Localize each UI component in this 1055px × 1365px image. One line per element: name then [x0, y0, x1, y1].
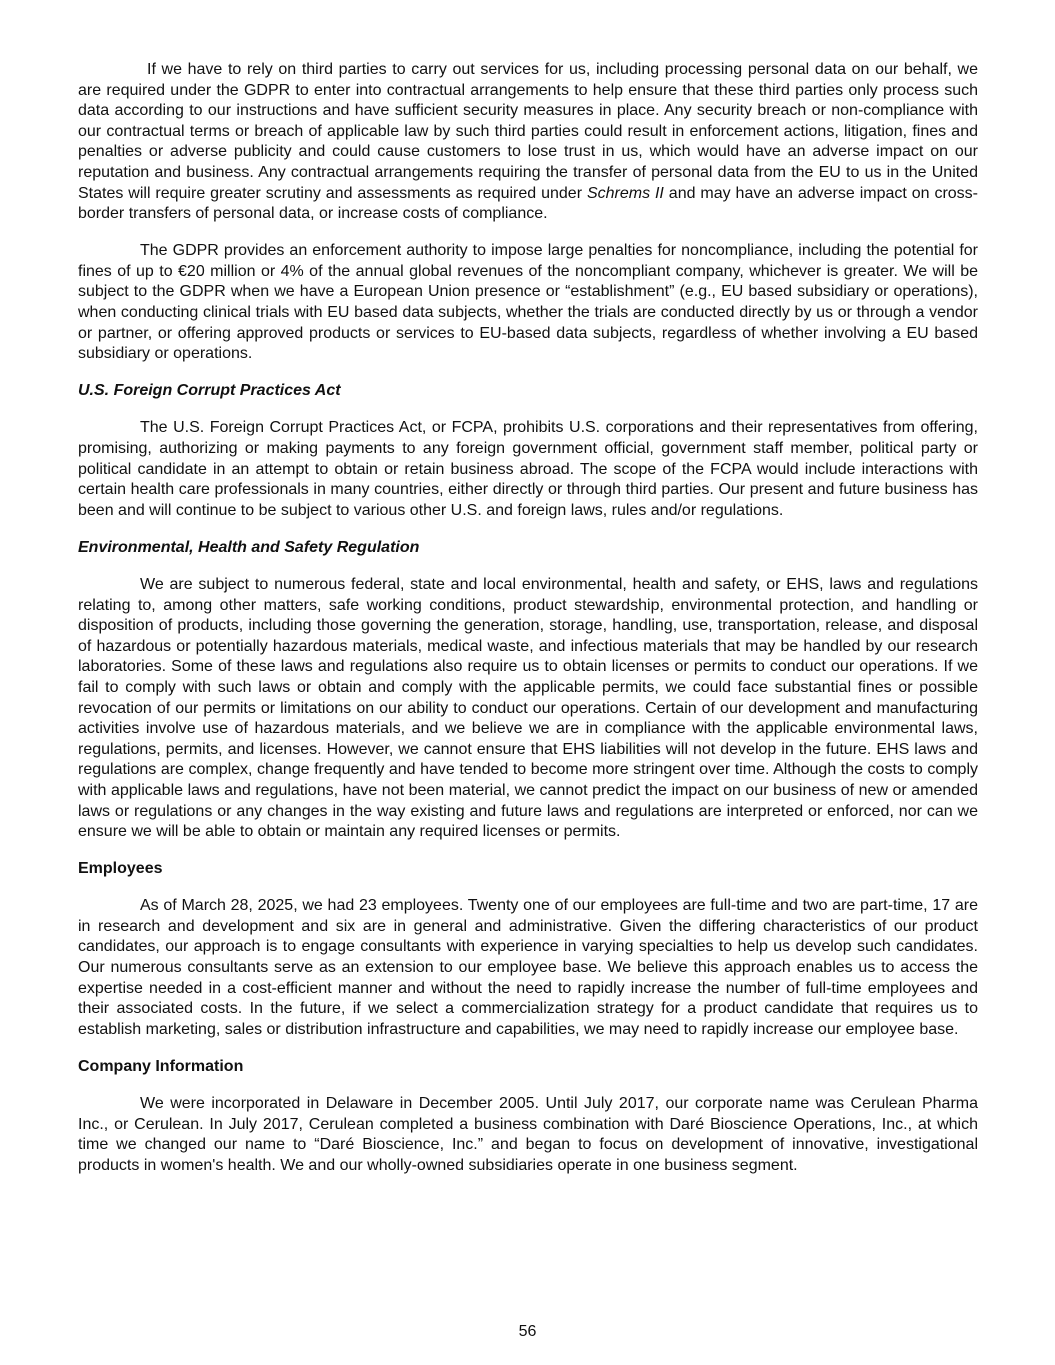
paragraph-company-information: We were incorporated in Delaware in December 2005. Until July 2017, our corporate name was Cerulean Pharma Inc., or Cerulean. In July 2017, Cerulean completed a business combination with Daré Bioscience Operations, Inc., at which time we changed our name to “Daré Bioscience, Inc.” and began to focus on development of innovative, investigational products in women's health. We and our wholly-owned subsidiaries operate in one business segment.	[78, 1095, 978, 1174]
paragraph-ehs: We are subject to numerous federal, state and local environmental, health and safety, or EHS, laws and regulations relating to, among other matters, safe working conditions, product stewardship, environmental protection, and handling or disposition of products, including those governing the generation, storage, handling, use, transportation, release, and disposal of hazardous or potentially hazardous materials, medical waste, and infectious materials that may be handled by our research laboratories. Some of these laws and regulations also require us to obtain licenses or permits to conduct our operations. If we fail to comply with such laws or obtain and comply with the applicable permits, we could face substantial fines or possible revocation of our permits or limitations on our ability to conduct our operations. Certain of our development and manufacturing activities involve use of hazardous materials, and we believe we are in compliance with the applicable environmental laws, regulations, permits, and licenses. However, we cannot ensure that EHS liabilities will not develop in the future. EHS laws and regulations are complex, change frequently and have tended to become more stringent over time. Although the costs to comply with applicable laws and regulations, have not been material, we cannot predict the impact on our business of new or amended laws or regulations or any changes in the way existing and future laws and regulations are interpreted or enforced, nor can we ensure we will be able to obtain or maintain any required licenses or permits.	[78, 575, 978, 841]
text: If we have to rely on third parties to carry out services for us, including processing personal data on our behalf, we are required under the GDPR to enter into contractual arrangements to help ensure that these third parties only process such data according to our instructions and have sufficient security measures in place. Any security breach or non-compliance with our contractual terms or breach of applicable law by such third parties could result in enforcement actions, litigation, fines and penalties or adverse publicity and could cause customers to lose trust in us, which would have an adverse impact on our reputation and business. Any contractual arrangements requiring the transfer of personal data from the EU to us in the United States will require greater scrutiny and assessments as required under	[78, 61, 978, 202]
paragraph-gdpr-penalties: The GDPR provides an enforcement authority to impose large penalties for noncompliance, including the potential for fines of up to €20 million or 4% of the annual global revenues of the noncompliant company, whichever is greater. We will be subject to the GDPR when we have a European Union presence or “establishment” (e.g., EU based subsidiary or operations), when conducting clinical trials with EU based data subjects, whether the trials are conducted directly by us or through a vendor or partner, or offering approved products or services to EU-based data subjects, regardless of whether involving a EU based subsidiary or operations.	[78, 242, 978, 363]
paragraph-third-parties	[78, 60, 978, 225]
page-number: 56	[518, 1323, 537, 1340]
paragraph-employees: As of March 28, 2025, we had 23 employees. Twenty one of our employees are full-time and two are part-time, 17 are in research and development and six are in general and administrative. Given the differing characteristics of our product candidates, our approach is to engage consultants with experience in varying specialties to help us develop such candidates. Our numerous consultants serve as an extension to our employee base. We believe this approach enables us to access the expertise needed in a cost-efficient manner and without the need to rapidly increase the number of full-time employees and their associated costs. In the future, if we select a commercialization strategy for a product candidate that requires us to establish marketing, sales or distribution infrastructure and capabilities, we may need to rapidly increase our employee base.	[78, 897, 978, 1038]
document-body	[78, 60, 978, 1193]
text: and may have an adverse impact on cross-border transfers of personal data, or increase costs of compliance.	[78, 184, 978, 223]
heading-company-information: Company Information	[78, 1057, 244, 1075]
paragraph-fcpa: The U.S. Foreign Corrupt Practices Act, or FCPA, prohibits U.S. corporations and their representatives from offering, promising, authorizing or making payments to any foreign government official, government staff member, political party or political candidate in an attempt to obtain or retain business abroad. The scope of the FCPA would include interactions with certain health care professionals in many countries, either directly or through third parties. Our present and future business has been and will continue to be subject to various other U.S. and foreign laws, rules and/or regulations.	[78, 419, 978, 519]
case-name: Schrems II	[586, 184, 664, 202]
heading-fcpa: U.S. Foreign Corrupt Practices Act	[78, 382, 341, 400]
heading-employees: Employees	[78, 860, 163, 878]
heading-ehs: Environmental, Health and Safety Regulation	[78, 538, 420, 556]
